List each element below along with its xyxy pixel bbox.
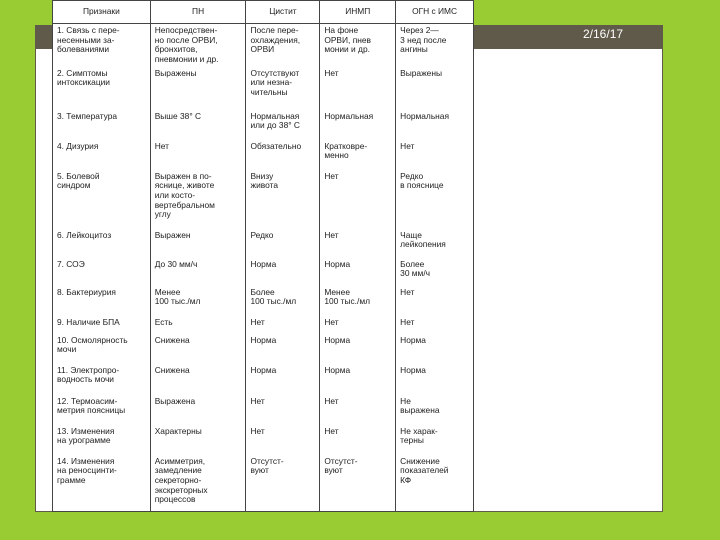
table-cell: Менее 100 тыс./мл bbox=[320, 286, 396, 316]
table-cell: Кратковре- менно bbox=[320, 140, 396, 170]
table-cell: Нет bbox=[246, 316, 320, 334]
table-cell: Не харак- терны bbox=[396, 425, 474, 455]
table-cell: Внизу живота bbox=[246, 170, 320, 229]
table-row bbox=[53, 170, 474, 229]
table-cell: Нет bbox=[396, 316, 474, 334]
table-cell: После пере- охлаждения, ОРВИ bbox=[246, 24, 320, 67]
table-cell: На фоне ОРВИ, пнев монии и др. bbox=[320, 24, 396, 67]
table-cell: Не выражена bbox=[396, 395, 474, 425]
table-cell: Нормальная bbox=[320, 110, 396, 140]
table-cell: Снижение показателей КФ bbox=[396, 455, 474, 512]
table-row bbox=[53, 455, 474, 512]
table-cell: Нет bbox=[320, 395, 396, 425]
table-cell: Отсутст- вуют bbox=[320, 455, 396, 512]
row-label-cell: 14. Изменения на реносцинти- грамме bbox=[53, 455, 151, 512]
table-cell: Снижена bbox=[150, 364, 246, 395]
row-label-cell: 6. Лейкоцитоз bbox=[53, 229, 151, 258]
table-cell: Нет bbox=[320, 229, 396, 258]
table-cell: Выше 38° С bbox=[150, 110, 246, 140]
column-header: Признаки bbox=[53, 1, 151, 24]
table-cell: Нет bbox=[150, 140, 246, 170]
table-cell: Через 2— 3 нед после ангины bbox=[396, 24, 474, 67]
table-cell: Нет bbox=[396, 140, 474, 170]
table-cell: Чаще лейкопения bbox=[396, 229, 474, 258]
row-label-cell: 8. Бактериурия bbox=[53, 286, 151, 316]
table-cell: Непосредствен- но после ОРВИ, бронхитов, пневмонии и др. bbox=[150, 24, 246, 67]
slide-date: 2/16/17 bbox=[583, 27, 624, 41]
row-label-cell: 1. Связь с пере- несенными за- болеваниями bbox=[53, 24, 151, 67]
table-cell: Нормальная или до 38° С bbox=[246, 110, 320, 140]
column-header: ОГН с ИМС bbox=[396, 1, 474, 24]
row-label-cell: 2. Симптомы интоксикации bbox=[53, 67, 151, 110]
table-cell: Нет bbox=[320, 425, 396, 455]
table-cell: Характерны bbox=[150, 425, 246, 455]
column-header: Цистит bbox=[246, 1, 320, 24]
row-label-cell: 4. Дизурия bbox=[53, 140, 151, 170]
table-cell: Более 30 мм/ч bbox=[396, 258, 474, 286]
table-cell: Выражена bbox=[150, 395, 246, 425]
comparison-table bbox=[52, 0, 474, 512]
table-row bbox=[53, 364, 474, 395]
table-cell: Обязательно bbox=[246, 140, 320, 170]
row-label-cell: 11. Электропро- водность мочи bbox=[53, 364, 151, 395]
table-cell: Нет bbox=[320, 316, 396, 334]
table-cell: Нет bbox=[246, 425, 320, 455]
row-label-cell: 5. Болевой синдром bbox=[53, 170, 151, 229]
table-row bbox=[53, 67, 474, 110]
table-cell: Норма bbox=[246, 334, 320, 364]
table-cell: Нормальная bbox=[396, 110, 474, 140]
table-row bbox=[53, 425, 474, 455]
row-label-cell: 9. Наличие БПА bbox=[53, 316, 151, 334]
table-cell: Выражен в по- яснице, животе или косто- вертебральном углу bbox=[150, 170, 246, 229]
table-cell: Есть bbox=[150, 316, 246, 334]
table-cell: Выражен bbox=[150, 229, 246, 258]
table-row bbox=[53, 140, 474, 170]
table-cell: Асимметрия, замедление секреторно- экскреторных процессов bbox=[150, 455, 246, 512]
table-cell: Менее 100 тыс./мл bbox=[150, 286, 246, 316]
table-cell: Выражены bbox=[396, 67, 474, 110]
table-cell: До 30 мм/ч bbox=[150, 258, 246, 286]
table-cell: Отсутствуют или незна- чительны bbox=[246, 67, 320, 110]
table-cell: Более 100 тыс./мл bbox=[246, 286, 320, 316]
table-cell: Норма bbox=[320, 258, 396, 286]
table-row bbox=[53, 229, 474, 258]
table-cell: Норма bbox=[246, 364, 320, 395]
table-header-row bbox=[53, 1, 474, 24]
table-row bbox=[53, 258, 474, 286]
row-label-cell: 7. СОЭ bbox=[53, 258, 151, 286]
table-row bbox=[53, 316, 474, 334]
table-cell: Норма bbox=[320, 364, 396, 395]
table-cell: Снижена bbox=[150, 334, 246, 364]
table-cell: Редко в пояснице bbox=[396, 170, 474, 229]
table-cell: Выражены bbox=[150, 67, 246, 110]
table-cell: Нет bbox=[396, 286, 474, 316]
table-row bbox=[53, 334, 474, 364]
table-cell: Редко bbox=[246, 229, 320, 258]
column-header: ИНМП bbox=[320, 1, 396, 24]
table-cell: Норма bbox=[396, 334, 474, 364]
table-row bbox=[53, 395, 474, 425]
table-cell: Нет bbox=[320, 67, 396, 110]
row-label-cell: 3. Температура bbox=[53, 110, 151, 140]
table-row bbox=[53, 24, 474, 67]
table-cell: Нет bbox=[246, 395, 320, 425]
table-cell: Норма bbox=[246, 258, 320, 286]
table-cell: Норма bbox=[396, 364, 474, 395]
row-label-cell: 12. Термоасим- метрия поясницы bbox=[53, 395, 151, 425]
table-row bbox=[53, 110, 474, 140]
table-cell: Отсутст- вуют bbox=[246, 455, 320, 512]
table-row bbox=[53, 286, 474, 316]
table-cell: Нет bbox=[320, 170, 396, 229]
column-header: ПН bbox=[150, 1, 246, 24]
table-cell: Норма bbox=[320, 334, 396, 364]
row-label-cell: 13. Изменения на урограмме bbox=[53, 425, 151, 455]
row-label-cell: 10. Осмолярность мочи bbox=[53, 334, 151, 364]
